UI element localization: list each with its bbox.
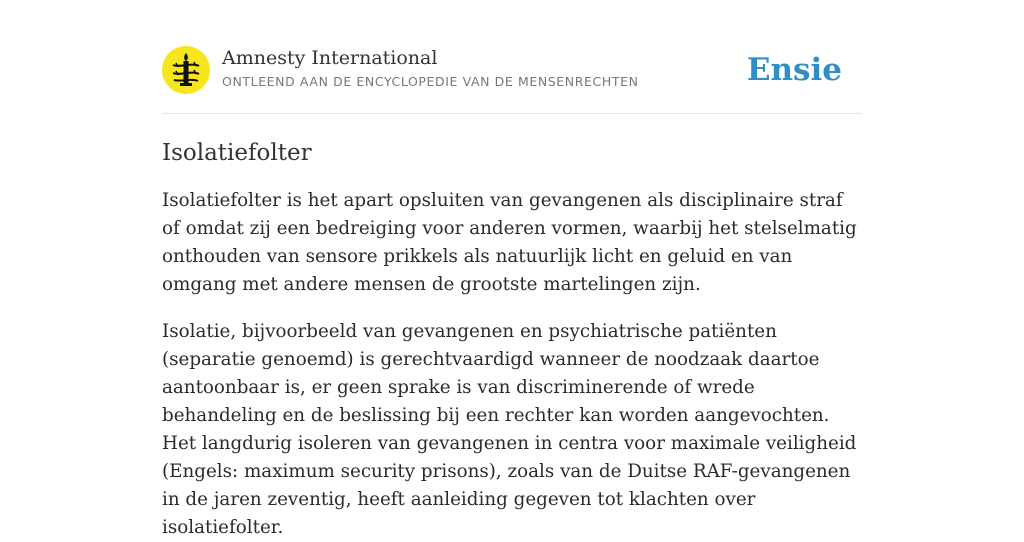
- article: [162, 137, 862, 542]
- header-divider: [162, 113, 862, 114]
- amnesty-candle-icon[interactable]: [162, 46, 210, 94]
- article-paragraph-1: Isolatiefolter is het apart opsluiten van gevangenen als disciplinaire straf of omdat zij een bedreiging voor anderen vormen, waarbij het stelselmatig onthouden van sensore prikkels als natuurlijk licht en geluid en van omgang met andere mensen de grootste martelingen zijn.: [162, 190, 857, 295]
- organization-name[interactable]: Amnesty International: [222, 47, 438, 69]
- ensie-brand-logo[interactable]: Ensie: [746, 52, 842, 88]
- page-header: [162, 46, 862, 98]
- organization-subtitle: ONTLEEND AAN DE ENCYCLOPEDIE VAN DE MENSENRECHTEN: [222, 74, 639, 89]
- article-paragraph-2: Isolatie, bijvoorbeeld van gevangenen en psychiatrische patiënten (separatie genoemd) is gerechtvaardigd wanneer de noodzaak daartoe aantoonbaar is, er geen sprake is van discriminerende of wrede behandeling en de beslissing bij een rechter kan worden aangevochten. Het langdurig isoleren van gevangenen in centra voor maximale veiligheid (Engels: maximum security prisons), zoals van de Duitse RAF-gevangenen in de jaren zeventig, heeft aanleiding gegeven tot klachten over isolatiefolter.: [162, 321, 857, 538]
- article-title: Isolatiefolter: [162, 140, 312, 166]
